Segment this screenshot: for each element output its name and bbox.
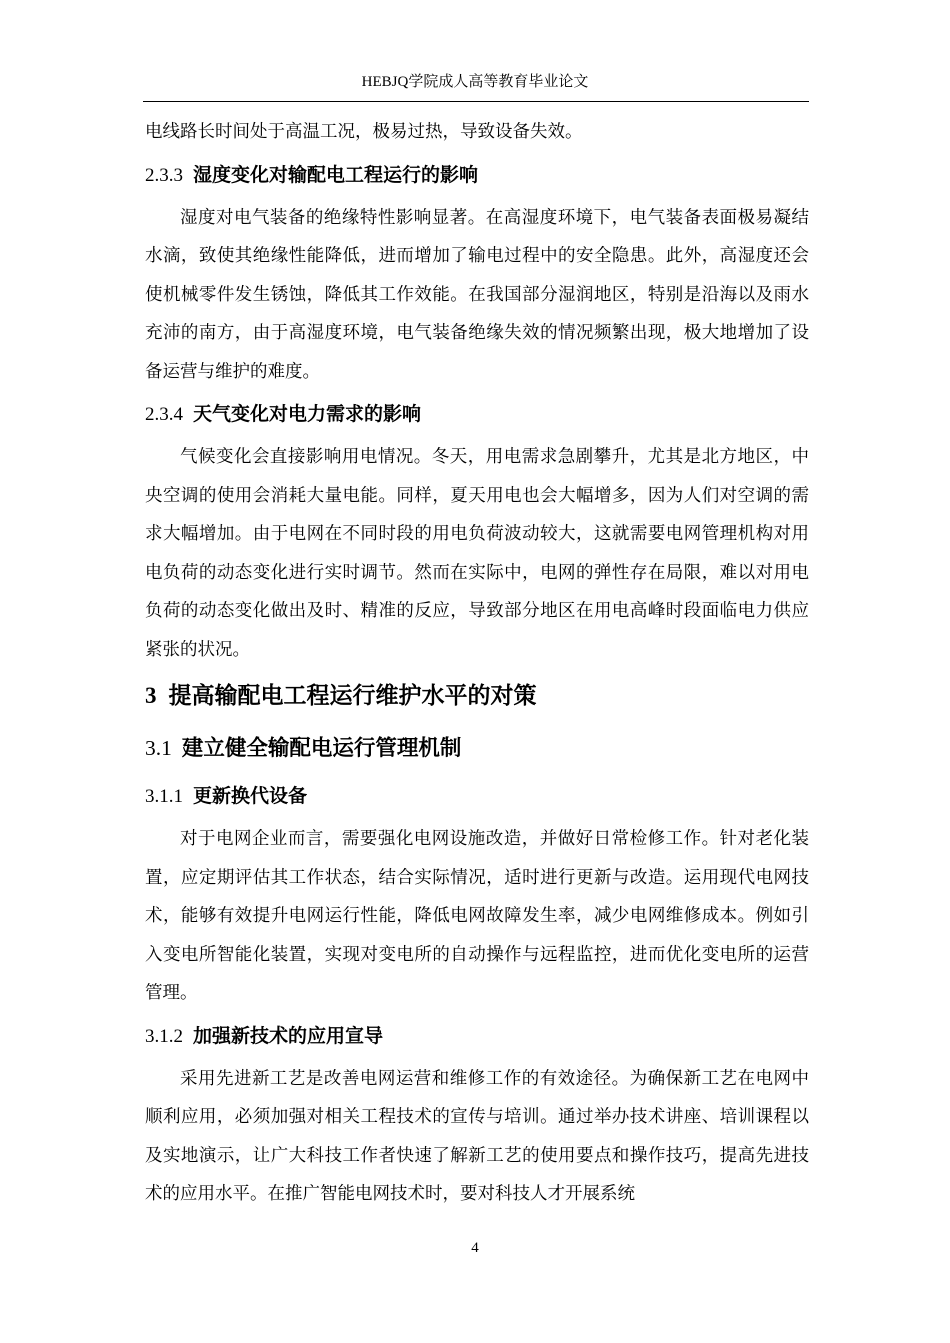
running-header: HEBJQ学院成人高等教育毕业论文 <box>361 74 589 90</box>
paragraph: 湿度对电气装备的绝缘特性影响显著。在高湿度环境下，电气装备表面极易凝结水滴，致使其绝缘性能降低，进而增加了输电过程中的安全隐患。此外，高湿度还会使机械零件发生锈蚀，降低其工作效能。在我国部分湿润地区，特别是沿海以及雨水充沛的南方，由于高湿度环境，电气装备绝缘失效的情况频繁出现，极大地增加了设备运营与维护的难度。 <box>145 207 809 382</box>
section-number: 2.3.3 <box>145 164 183 186</box>
header-rule <box>143 101 809 102</box>
chapter-heading-3 <box>145 669 809 723</box>
paragraph: 电线路长时间处于高温工况，极易过热，导致设备失效。 <box>145 122 583 142</box>
section-heading-2-3-3 <box>145 152 809 199</box>
chapter-number: 3 <box>145 683 157 708</box>
section-title: 加强新技术的应用宣导 <box>193 1024 384 1047</box>
section-heading-2-3-4 <box>145 391 809 438</box>
section-number: 3.1.2 <box>145 1025 183 1047</box>
paragraph: 气候变化会直接影响用电情况。冬天，用电需求急剧攀升，尤其是北方地区，中央空调的使用会消耗大量电能。同样，夏天用电也会大幅增多，因为人们对空调的需求大幅增加。由于电网在不同时段的用电负荷波动较大，这就需要电网管理机构对用电负荷的动态变化进行实时调节。然而在实际中，电网的弹性存在局限，难以对用电负荷的动态变化做出及时、精准的反应，导致部分地区在用电高峰时段面临电力供应紧张的状况。 <box>145 447 809 660</box>
section-title: 更新换代设备 <box>193 785 308 807</box>
section-number: 3.1 <box>145 736 172 760</box>
section-heading-3-1-2 <box>145 1013 809 1060</box>
section-title: 湿度变化对输配电工程运行的影响 <box>193 163 479 186</box>
chapter-title: 提高输配电工程运行维护水平的对策 <box>168 683 537 709</box>
section-heading-3-1-1 <box>145 773 809 820</box>
page-number: 4 <box>471 1240 479 1256</box>
section-heading-3-1 <box>145 723 809 773</box>
section-number: 2.3.4 <box>145 404 183 425</box>
paragraph: 采用先进新工艺是改善电网运营和维修工作的有效途径。为确保新工艺在电网中顺利应用，必须加强对相关工程技术的宣传与培训。通过举办技术讲座、培训课程以及实地演示，让广大科技工作者快速了解新工艺的使用要点和操作技巧，提高先进技术的应用水平。在推广智能电网技术时，要对科技人才开展系统 <box>145 1068 809 1204</box>
section-title: 建立健全输配电运行管理机制 <box>181 736 462 761</box>
document-body <box>145 113 809 1214</box>
section-number: 3.1.1 <box>145 786 183 807</box>
section-title: 天气变化对电力需求的影响 <box>193 403 422 425</box>
paragraph: 对于电网企业而言，需要强化电网设施改造，并做好日常检修工作。针对老化装置，应定期评估其工作状态，结合实际情况，适时进行更新与改造。运用现代电网技术，能够有效提升电网运行性能，降低电网故障发生率，减少电网维修成本。例如引入变电所智能化装置，实现对变电所的自动操作与远程监控，进而优化变电所的运营管理。 <box>145 829 809 1003</box>
